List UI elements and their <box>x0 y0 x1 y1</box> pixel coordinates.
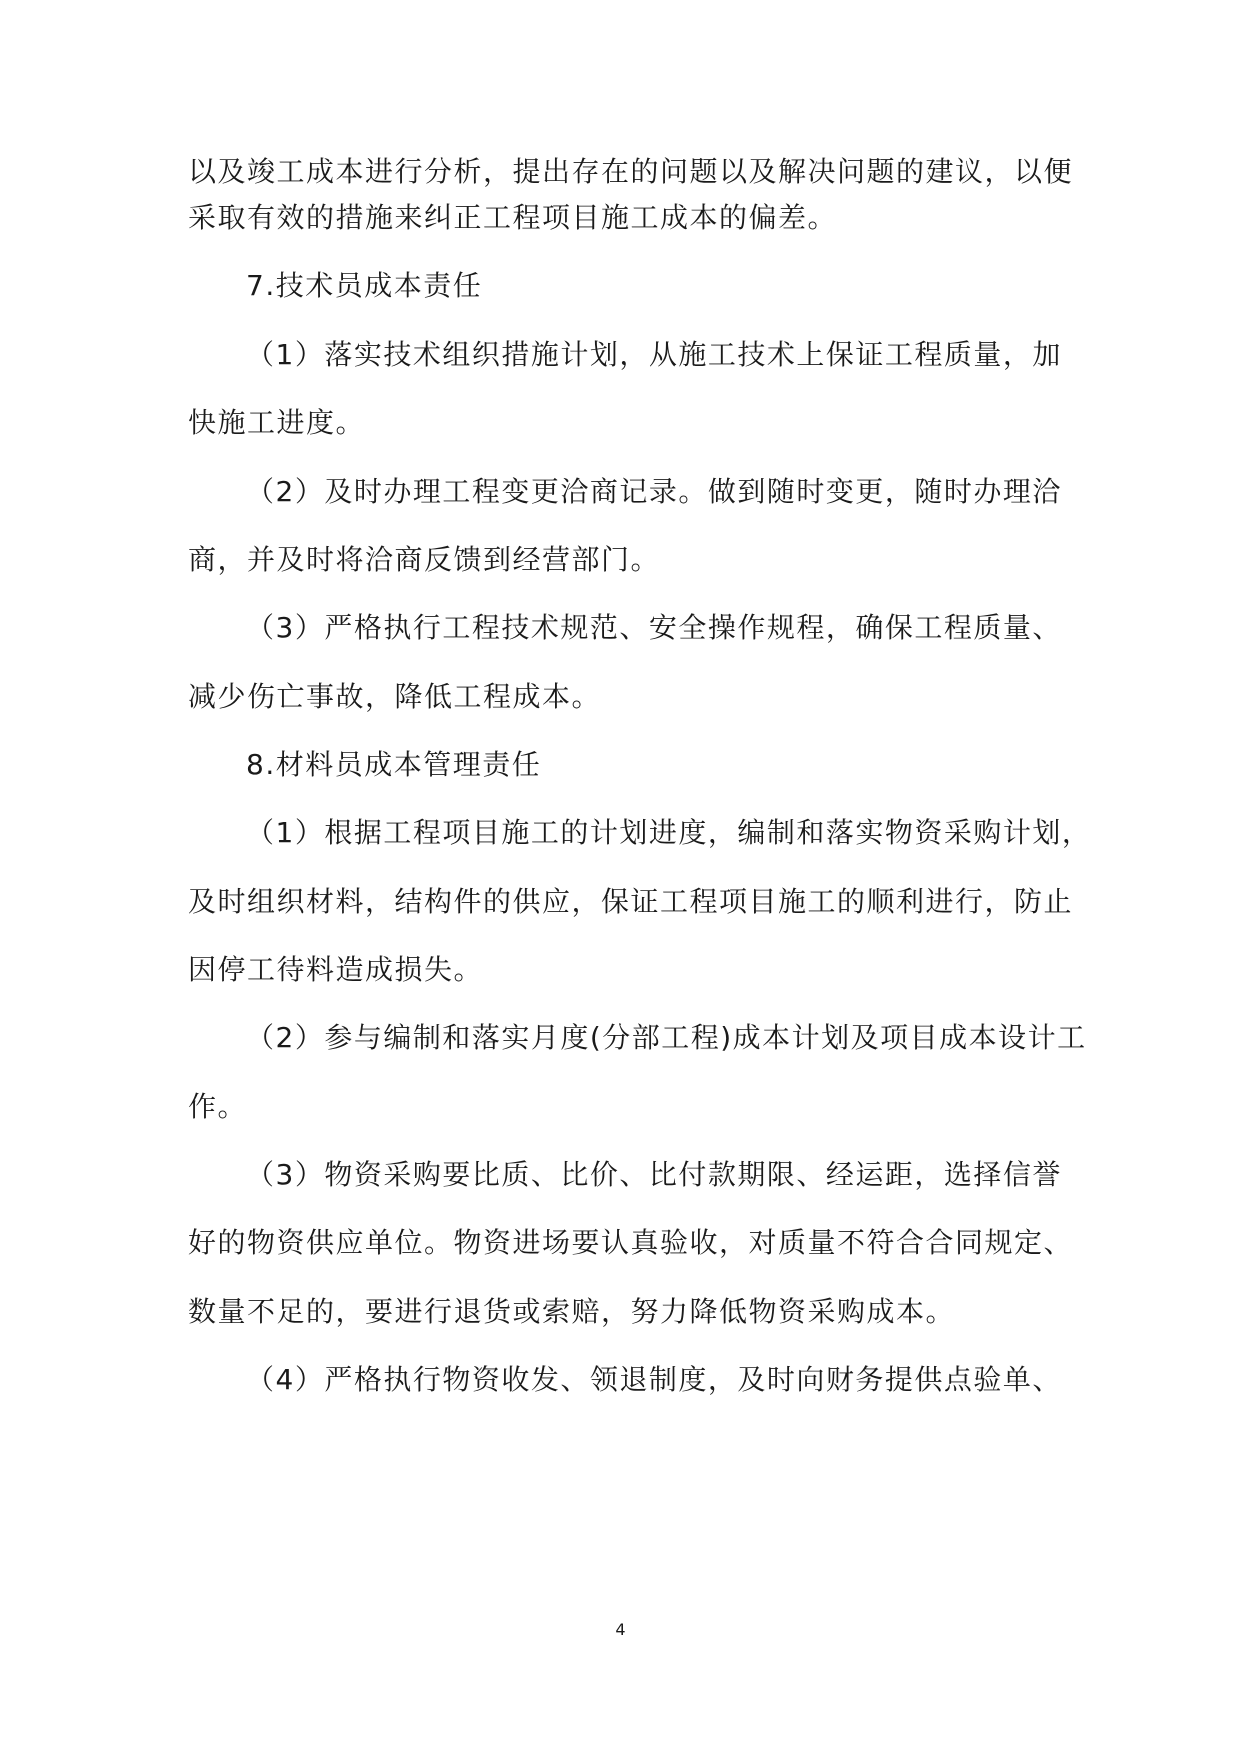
body-text-line: 因停工待料造成损失。 <box>188 953 484 986</box>
body-text-line: （1）根据工程项目施工的计划进度，编制和落实物资采购计划， <box>246 816 1092 849</box>
page-number: 4 <box>615 1620 626 1639</box>
section-heading: 8.材料员成本管理责任 <box>246 748 542 781</box>
body-text-line: （3）物资采购要比质、比价、比付款期限、经运距，选择信誉 <box>246 1158 1062 1191</box>
body-text-line: 作。 <box>188 1090 248 1123</box>
body-text-line: 商，并及时将洽商反馈到经营部门。 <box>188 543 661 576</box>
body-text-line: 减少伤亡事故，降低工程成本。 <box>188 680 602 713</box>
body-text-line: （3）严格执行工程技术规范、安全操作规程，确保工程质量、 <box>246 611 1062 644</box>
body-text-line: 好的物资供应单位。物资进场要认真验收，对质量不符合合同规定、 <box>188 1226 1074 1259</box>
body-text-line: （1）落实技术组织措施计划，从施工技术上保证工程质量，加 <box>246 338 1062 371</box>
body-text-line: （2）及时办理工程变更洽商记录。做到随时变更，随时办理洽 <box>246 475 1062 508</box>
body-text-line: （4）严格执行物资收发、领退制度，及时向财务提供点验单、 <box>246 1363 1062 1396</box>
body-text-line: 数量不足的，要进行退货或索赔，努力降低物资采购成本。 <box>188 1295 956 1328</box>
body-text-line: 以及竣工成本进行分析，提出存在的问题以及解决问题的建议，以便 <box>188 155 1074 188</box>
body-text-line: 快施工进度。 <box>188 406 366 439</box>
body-text-line: 采取有效的措施来纠正工程项目施工成本的偏差。 <box>188 201 838 234</box>
body-text-line: （2）参与编制和落实月度(分部工程)成本计划及项目成本设计工 <box>246 1021 1087 1054</box>
body-text-line: 及时组织材料，结构件的供应，保证工程项目施工的顺利进行，防止 <box>188 885 1074 918</box>
section-heading: 7.技术员成本责任 <box>246 269 483 302</box>
